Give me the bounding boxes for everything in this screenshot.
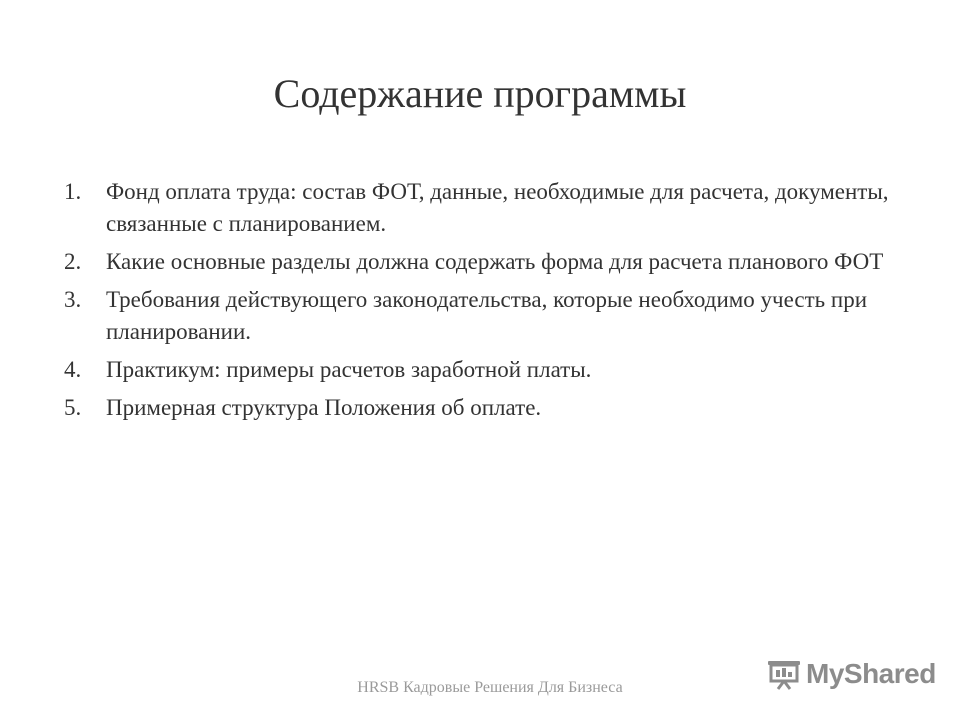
list-item-text: Требования действующего законодательства, которые необходимо учесть при планировании.	[106, 287, 868, 344]
list-item-number: 4.	[64, 357, 82, 382]
list-item	[64, 284, 904, 348]
projector-screen-icon	[766, 657, 802, 691]
list-item	[64, 246, 904, 278]
list-item-number: 1.	[64, 179, 82, 204]
list-item-text: Практикум: примеры расчетов заработной платы.	[106, 357, 592, 382]
list-item	[64, 176, 904, 240]
watermark-brand: MyShared	[806, 658, 936, 689]
slide-footer: HRSB Кадровые Решения Для Бизнеса	[357, 679, 623, 696]
list-item-text: Фонд оплата труда: состав ФОТ, данные, необходимые для расчета, документы, связанные с планированием.	[106, 179, 889, 236]
list-item-text: Примерная структура Положения об оплате.	[106, 395, 542, 420]
list-item-number: 2.	[64, 249, 82, 274]
content-list	[64, 176, 904, 430]
list-item-number: 3.	[64, 287, 82, 312]
slide-title: Содержание программы	[273, 71, 687, 116]
list-item	[64, 392, 904, 424]
list-item-number: 5.	[64, 395, 82, 420]
list-item	[64, 354, 904, 386]
list-item-text: Какие основные разделы должна содержать форма для расчета планового ФОТ	[106, 249, 884, 274]
myshared-watermark[interactable]	[766, 656, 936, 692]
